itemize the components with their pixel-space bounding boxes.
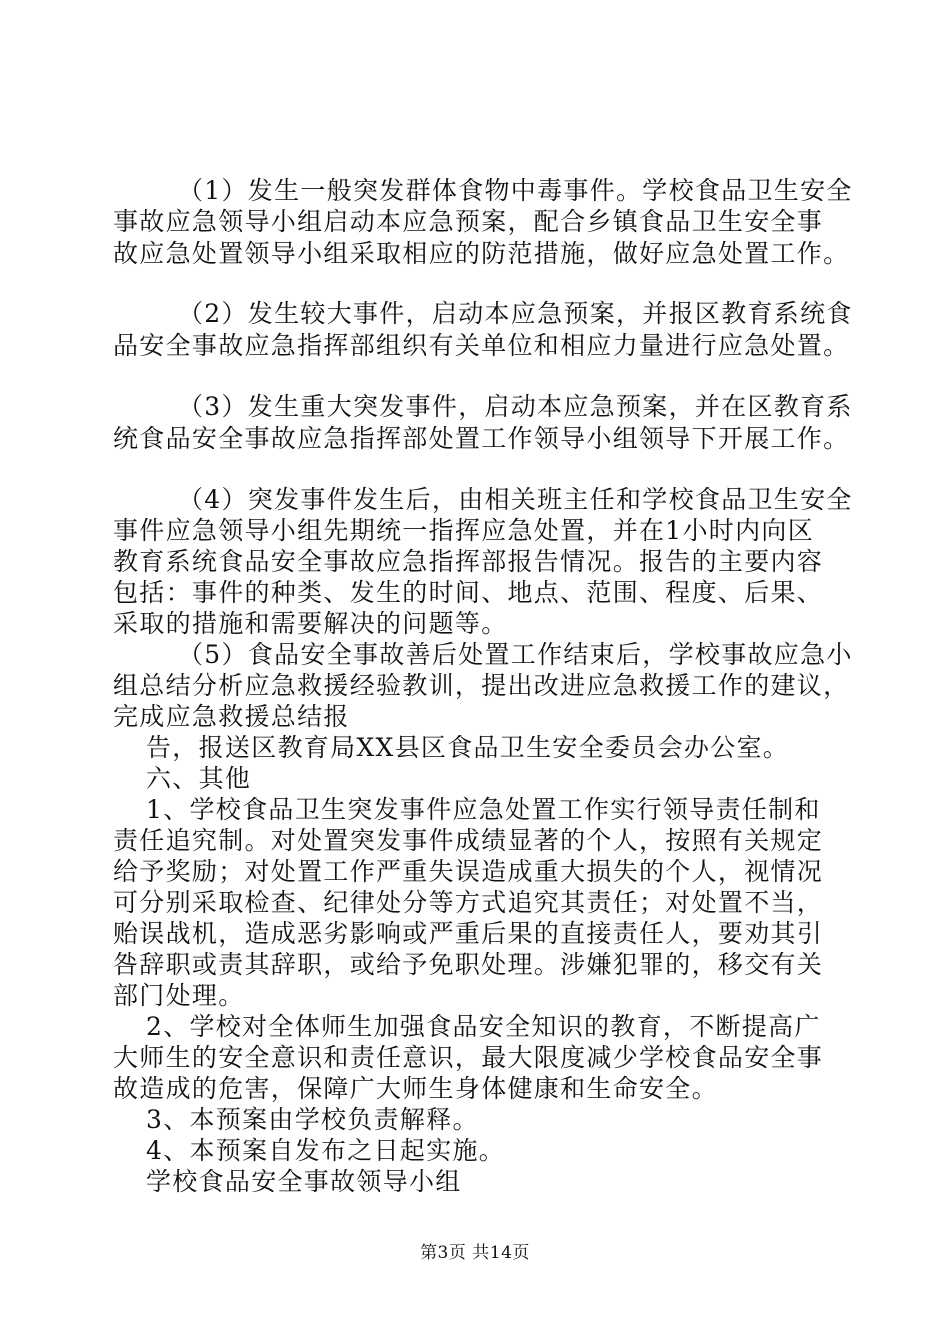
paragraph-line: 2、学校对全体师生加强食品安全知识的教育，不断提高广 bbox=[146, 1012, 821, 1041]
paragraph-line: 组总结分析应急救援经验教训，提出改进应急救援工作的建议， bbox=[113, 671, 850, 700]
paragraph-line: 4、本预案自发布之日起实施。 bbox=[146, 1136, 506, 1165]
paragraph-line: 品安全事故应急指挥部组织有关单位和相应力量进行应急处置。 bbox=[113, 331, 850, 360]
paragraph-line: 可分别采取检查、纪律处分等方式追究其责任；对处置不当， bbox=[113, 888, 824, 917]
paragraph-line: 故造成的危害，保障广大师生身体健康和生命安全。 bbox=[113, 1074, 718, 1103]
paragraph-line: 教育系统食品安全事故应急指挥部报告情况。报告的主要内容 bbox=[113, 547, 824, 576]
paragraph-line: （1）发生一般突发群体食物中毒事件。学校食品卫生安全 bbox=[178, 176, 853, 205]
paragraph-line: 完成应急救援总结报 bbox=[113, 702, 350, 731]
paragraph-line: （3）发生重大突发事件，启动本应急预案，并在区教育系 bbox=[178, 392, 853, 421]
signature-line: 学校食品安全事故领导小组 bbox=[146, 1167, 462, 1196]
paragraph-line: 贻误战机，造成恶劣影响或严重后果的直接责任人，要劝其引 bbox=[113, 919, 824, 948]
paragraph-line: 大师生的安全意识和责任意识，最大限度减少学校食品安全事 bbox=[113, 1043, 824, 1072]
page-number: 第3页 共14页 bbox=[420, 1243, 530, 1263]
paragraph-line: （4）突发事件发生后，由相关班主任和学校食品卫生安全 bbox=[178, 485, 853, 514]
paragraph-line: 责任追究制。对处置突发事件成绩显著的个人，按照有关规定 bbox=[113, 826, 824, 855]
paragraph-line: 3、本预案由学校负责解释。 bbox=[146, 1105, 479, 1134]
paragraph-line: 告，报送区教育局XX县区食品卫生安全委员会办公室。 bbox=[146, 733, 790, 762]
paragraph-line: （5）食品安全事故善后处置工作结束后，学校事故应急小 bbox=[178, 640, 853, 669]
paragraph-line: （2）发生较大事件，启动本应急预案，并报区教育系统食 bbox=[178, 299, 853, 328]
paragraph-line: 包括：事件的种类、发生的时间、地点、范围、程度、后果、 bbox=[113, 578, 824, 607]
paragraph-line: 故应急处置领导小组采取相应的防范措施，做好应急处置工作。 bbox=[113, 239, 850, 268]
section-heading: 六、其他 bbox=[146, 764, 252, 793]
paragraph-line: 采取的措施和需要解决的问题等。 bbox=[113, 609, 508, 638]
paragraph-line: 部门处理。 bbox=[113, 981, 245, 1010]
paragraph-line: 咎辞职或责其辞职，或给予免职处理。涉嫌犯罪的，移交有关 bbox=[113, 950, 824, 979]
paragraph-line: 给予奖励；对处置工作严重失误造成重大损失的个人，视情况 bbox=[113, 857, 824, 886]
paragraph-line: 统食品安全事故应急指挥部处置工作领导小组领导下开展工作。 bbox=[113, 424, 850, 453]
paragraph-line: 事故应急领导小组启动本应急预案，配合乡镇食品卫生安全事 bbox=[113, 207, 824, 236]
paragraph-line: 事件应急领导小组先期统一指挥应急处置，并在1小时内向区 bbox=[113, 516, 815, 545]
paragraph-line: 1、学校食品卫生突发事件应急处置工作实行领导责任制和 bbox=[146, 795, 821, 824]
